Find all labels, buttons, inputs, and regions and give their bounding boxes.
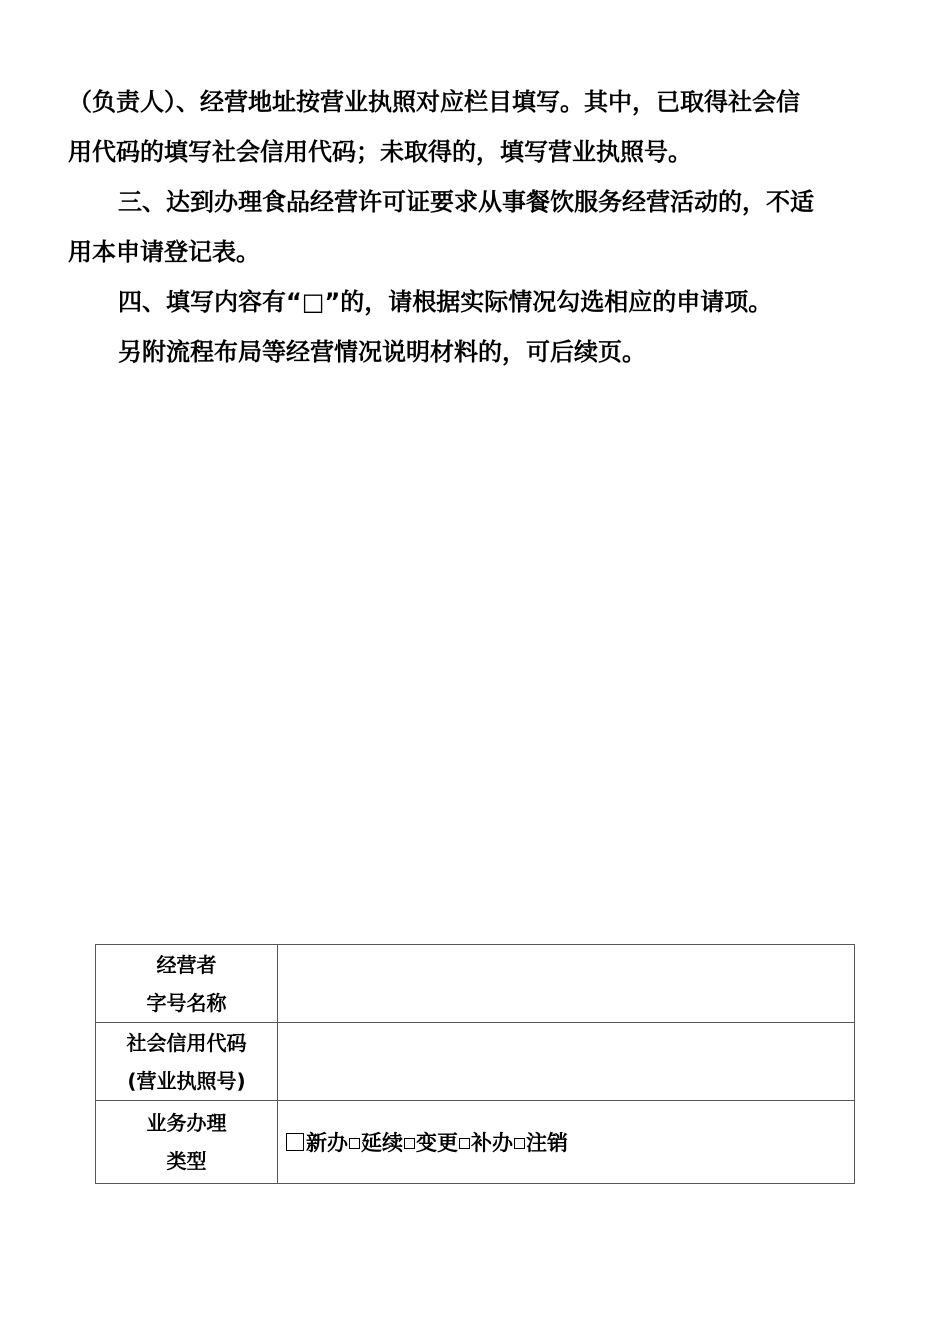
option-label: 变更	[416, 1131, 459, 1155]
operator-name-field[interactable]	[278, 945, 855, 1023]
label-line: 类型	[166, 1149, 207, 1173]
option-label: 注销	[526, 1131, 569, 1155]
application-form-table	[95, 944, 855, 1184]
instruction-line: 另附流程布局等经营情况说明材料的，可后续页。	[118, 338, 646, 366]
option-label: 新办	[306, 1131, 349, 1155]
table-row	[96, 1023, 855, 1101]
instruction-line: 用代码的填写社会信用代码；未取得的，填写营业执照号。	[68, 138, 692, 166]
instruction-line: 四、填写内容有“□”的，请根据实际情况勾选相应的申请项。	[118, 288, 773, 316]
option-new[interactable]	[286, 1131, 348, 1155]
label-line: 社会信用代码	[126, 1030, 247, 1055]
option-label: 补办	[471, 1131, 514, 1155]
label-line: (营业执照号)	[127, 1068, 246, 1093]
credit-code-field[interactable]	[278, 1023, 855, 1101]
label-line: 业务办理	[146, 1111, 227, 1135]
checkbox-cancel[interactable]	[514, 1138, 525, 1149]
checkbox-reissue[interactable]	[459, 1138, 470, 1149]
business-type-label	[96, 1101, 278, 1184]
option-change[interactable]	[403, 1131, 458, 1155]
checkbox-new[interactable]	[286, 1133, 304, 1151]
table-row	[96, 1101, 855, 1184]
instruction-line: 用本申请登记表。	[68, 238, 260, 266]
credit-code-label	[96, 1023, 278, 1101]
option-renew[interactable]	[348, 1131, 403, 1155]
checkbox-renew[interactable]	[349, 1138, 360, 1149]
instruction-line: （负责人）、经营地址按营业执照对应栏目填写。其中，已取得社会信	[68, 88, 800, 116]
label-line: 字号名称	[146, 990, 227, 1015]
operator-name-label	[96, 945, 278, 1023]
label-line: 经营者	[156, 952, 217, 977]
business-type-options	[278, 1101, 855, 1184]
checkbox-change[interactable]	[404, 1138, 415, 1149]
option-label: 延续	[361, 1131, 404, 1155]
table-row	[96, 945, 855, 1023]
option-reissue[interactable]	[458, 1131, 513, 1155]
instruction-line: 三、达到办理食品经营许可证要求从事餐饮服务经营活动的，不适	[118, 188, 814, 216]
option-cancel[interactable]	[513, 1131, 568, 1155]
